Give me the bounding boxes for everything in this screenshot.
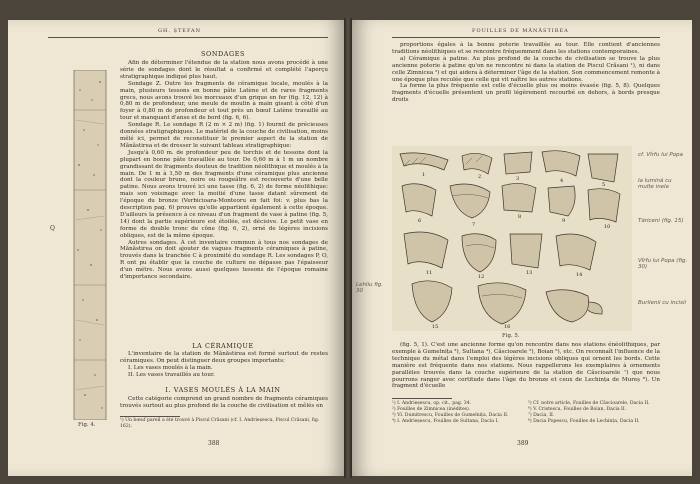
handwritten-note: Lehliu fig. 30 bbox=[356, 282, 384, 294]
paragraph: Afin de déterminer l'étendue de la station nous avons procédé à une série de sondages dont le résultat a confirmé et complété l'aperçu stratigraphique indiqué plus haut. bbox=[120, 60, 328, 80]
figure-number-label: 14 bbox=[576, 272, 583, 278]
figure-number-label: 1 bbox=[422, 172, 426, 178]
list-item: I. Les vases moulés à la main. bbox=[128, 364, 213, 371]
sherd-8 bbox=[502, 183, 536, 212]
right-body-text-bottom bbox=[392, 342, 660, 390]
figure-number-label: 11 bbox=[426, 270, 433, 276]
paragraph: Cette catégorie comprend un grand nombre de fragments céramiques trouvés surtout au plus profond de la couche de civilisation et mêlés en bbox=[120, 396, 328, 409]
figure-number-label: 15 bbox=[432, 324, 439, 330]
ceramique-text bbox=[120, 351, 328, 379]
footnote: ⁴) I. Andrieșescu, Fouilles de Sultana, Dacia I. bbox=[392, 419, 499, 424]
right-footnotes-left bbox=[392, 401, 522, 425]
sherd-10 bbox=[588, 189, 620, 222]
pottery-plate bbox=[392, 146, 632, 331]
footnote: ³) Vl. Dumitrescu, Fouilles de Gumelnița, Dacia II. bbox=[392, 413, 509, 418]
paragraph: Jusqu'à 0,60 m. de profondeur peu de torchis et de tessons dont la plupart en bonne pâte travaillée au tour. De 0,60 m à 1 m un nombre grandissant de fragments douteux de tradition néolithique et moulés à la main. De 1 m à 1,50 m des fragments d'une céramique plus ancienne dont la couleur brune, noire ou rougeâtre est recouverte d'une belle patine. Nous avons trouvé ici une tasse (fig. 6, 2) de forme néolithique: mais son voisinage avec la moitié d'une tasse datant sûrement de l'époque du bronze (Verbicioara-Monteoru en fait foi: v. plus bas la description pag. 6) prouve qu'elle appartient également à cette époque. D'ailleurs la présence à ce niveau d'un fragment de vase à patine (fig. 5, 14) dont la partie supérieure est étoilée, est décisive. Le petit vase en forme de double tronc de cône (fig. 6, 2), orné de légères incisions obliques, est de la même époque. bbox=[120, 149, 328, 239]
left-body-text bbox=[120, 60, 328, 281]
paragraph: a) Céramique à patine. Au plus profond de la couche de civilisation se trouve la plus ancienne poterie à patine qu'on ne rencontre ni dans la station de Piscul Crăsani ¹), ni dans celle Zimnicea ²) et qui aidera à déterminer l'âge de la station. Son commencement remonte à une époque plus reculée que celle qui vit naître les autres stations. bbox=[392, 55, 660, 83]
footnote: ⁵) Cf. notre article, Fouilles de Căscioarele, Dacia II. bbox=[528, 401, 650, 406]
ceramique-heading: LA CÉRAMIQUE bbox=[192, 342, 254, 350]
footnote-rule bbox=[120, 416, 180, 417]
right-figure-caption: Fig. 5. bbox=[502, 333, 520, 339]
sherd-14 bbox=[556, 234, 596, 270]
figure-number-label: 16 bbox=[504, 324, 511, 330]
footnote: ²) Fouilles de Zimnicea (inédites). bbox=[392, 407, 471, 412]
paragraph: Sondage Z. Outre les fragments de céramique locale, moulés à la main, plusieurs tessons en bonne pâte Latène et de rares fragments grecs, nous avons trouvé les morceaux d'un grique en fer (fig. 12, 12) à 0,80 m de profondeur, une meule de moulin à main gisant à côté d'un foyer à 0,80 m de profondeur et tout près un bœuf Latène travaillé au tour et manquant d'anse et de bord (fig. 6, 6). bbox=[120, 80, 328, 122]
figure-number-label: 3 bbox=[516, 176, 520, 182]
figure-number-label: 5 bbox=[602, 182, 606, 188]
handwritten-note: Tăriceni (fig. 15) bbox=[638, 218, 684, 224]
footnote: ¹) I. Andrieșescu, op. cit., pag. 34. bbox=[392, 401, 472, 406]
stratigraphy-column-drawing bbox=[70, 70, 110, 420]
left-page bbox=[8, 20, 344, 476]
paragraph: (fig. 5, 1). C'est une ancienne forme qu'on rencontre dans nos stations énéolithiques, par exemple à Gumelnița ³), Sultana ⁴), Căscioarele ⁵), Boian ⁶), etc. On reconnaît l'influence de la technique du métal dans l'emploi des légères incisions obliques qui ornent les bords. Cette manière est fréquente dans nos stations. Nous rappellerons les exemplaires à ornements parallèles trouvés dans la couche supérieure de la station de Căscioarele ⁷) que nous pourrons ranger avec certitude dans l'âge du bronze et ceux de Lechința de Mureș ⁸). Un fragment d'écuelle bbox=[392, 342, 660, 390]
left-running-head: GH. ȘTEFAN bbox=[158, 28, 201, 34]
figure-number-label: 6 bbox=[418, 218, 422, 224]
left-footnote: ¹) Un bœuf pareil a été trouvé à Piscul Crăsani (cf. I. Andrieșescu, Piscul Crăsani, fig. 162). bbox=[120, 418, 320, 429]
sherd-11 bbox=[404, 232, 448, 268]
right-page bbox=[352, 20, 692, 476]
right-footnotes-right bbox=[528, 401, 662, 425]
book-gutter bbox=[344, 18, 352, 478]
handwritten-note: la lumină cu multe inele bbox=[638, 178, 672, 190]
subsection-heading: I. VASES MOULÉS À LA MAIN bbox=[165, 386, 281, 394]
right-page-number: 389 bbox=[517, 440, 529, 447]
pottery-plate-drawing bbox=[392, 146, 632, 331]
right-body-text-top bbox=[392, 42, 660, 104]
sondages-heading: SONDAGES bbox=[201, 50, 245, 58]
footnote: ⁶) V. Cristescu, Fouilles de Boian, Dacia II. bbox=[528, 407, 627, 412]
list-item: II. Les vases travaillés au tour. bbox=[128, 371, 215, 378]
sherd-6 bbox=[402, 184, 436, 216]
paragraph: La forme la plus fréquente est celle d'écuelle plus ou moins évasée (fig. 5, 8). Quelques fragments d'écuelle présentent un profil légèrement recourbé en dehors, à bords presque droits bbox=[392, 83, 660, 104]
stratigraphy-figure bbox=[70, 70, 110, 420]
left-side-mark: Q bbox=[50, 225, 55, 232]
subsection-text bbox=[120, 396, 328, 410]
paragraph: Sondage R. Le sondage R (2 m × 2 m) (fig. 1) fournit de précieuses données stratigraphiques. Le matériel de la couche de civilisation, moins mêlé ici, permet de reconstituer le premier aspect de la station de Mănăstirea et de dresser le suivant tableau stratigraphique: bbox=[120, 122, 328, 149]
right-running-head: FOUILLES DE MĂNĂSTIREA bbox=[472, 28, 569, 34]
paragraph: Autres sondages. À cet inventaire commun à tous nos sondages de Mănăstirea on doit ajouter de vagues fragments céramiques à patine, trouvés dans la tranchée C à proximité du sondage R. Les sondages P, O, R ont pu établir que la couche de culture ne dépasse pas l'épaisseur d'un mètre. Nous avons aussi quelques tessons de l'époque romaine d'importance secondaire. bbox=[120, 239, 328, 281]
footnote-rule bbox=[392, 398, 452, 399]
figure-number-label: 9 bbox=[562, 218, 566, 224]
footnote: ⁸) Dacia Popescu, Fouilles de Lechința, Dacia II. bbox=[528, 419, 640, 424]
figure-number-label: 7 bbox=[472, 222, 476, 228]
left-figure-caption: Fig. 4. bbox=[78, 422, 96, 428]
handwritten-note: cf. Vîrfu lui Popa bbox=[638, 152, 683, 158]
paragraph: L'inventaire de la station de Mănăstirea est formé surtout de restes céramiques. On peut distinguer deux groupes importants: bbox=[120, 351, 328, 364]
handwritten-note: Vîrfu lui Popa (fig. 30) bbox=[638, 258, 688, 270]
footnote: ⁷) Dacia, II. bbox=[528, 413, 555, 418]
figure-number-label: 8 bbox=[518, 214, 522, 220]
figure-number-label: 2 bbox=[478, 174, 482, 180]
figure-number-label: 12 bbox=[478, 274, 485, 280]
left-head-rule bbox=[48, 37, 328, 38]
right-head-rule bbox=[392, 37, 660, 38]
sherd-3 bbox=[504, 152, 532, 174]
figure-number-label: 4 bbox=[560, 178, 564, 184]
paragraph: proportions égales à la bonne poterie travaillée au tour. Elle contient d'anciennes traditions néolithiques et se rencontre fréquemment dans les stations contemporaines. bbox=[392, 42, 660, 55]
figure-number-label: 13 bbox=[526, 270, 533, 276]
handwritten-note: Burilenii cu incisii bbox=[638, 300, 686, 306]
sherd-13 bbox=[510, 234, 542, 268]
sherd-5 bbox=[588, 154, 618, 182]
sherd-9 bbox=[548, 186, 575, 216]
left-page-number: 388 bbox=[208, 440, 220, 447]
figure-number-label: 10 bbox=[604, 224, 611, 230]
